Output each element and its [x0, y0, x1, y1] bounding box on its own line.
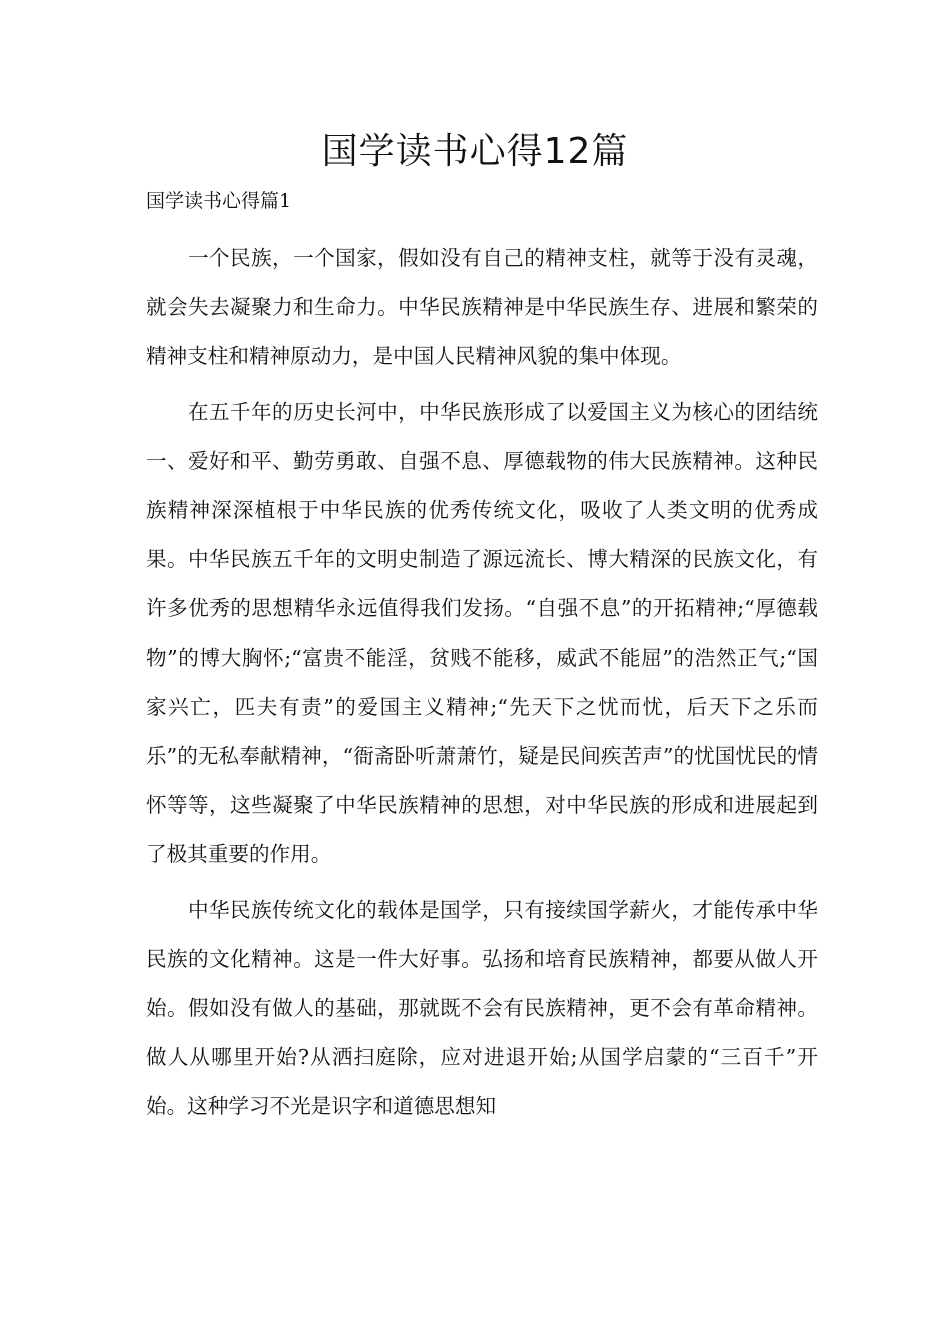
paragraph: 一个民族，一个国家，假如没有自己的精神支柱，就等于没有灵魂，就会失去凝聚力和生命力。中华民族精神是中华民族生存、进展和繁荣的精神支柱和精神原动力，是中国人民精神风貌的集中体现。 [146, 246, 818, 369]
section-heading: 国学读书心得篇1 [146, 190, 292, 212]
document-title: 国学读书心得12篇 [321, 131, 629, 172]
paragraph: 中华民族传统文化的载体是国学，只有接续国学薪火，才能传承中华民族的文化精神。这是一件大好事。弘扬和培育民族精神，都要从做人开始。假如没有做人的基础，那就既不会有民族精神，更不会有革命精神。做人从哪里开始?从洒扫庭除，应对进退开始;从国学启蒙的“三百千”开始。这种学习不光是识字和道德思想知 [146, 897, 818, 1119]
document-body [146, 234, 818, 1138]
paragraph: 在五千年的历史长河中，中华民族形成了以爱国主义为核心的团结统一、爱好和平、勤劳勇敢、自强不息、厚德载物的伟大民族精神。这种民族精神深深植根于中华民族的优秀传统文化，吸收了人类文明的优秀成果。中华民族五千年的文明史制造了源远流长、博大精深的民族文化，有许多优秀的思想精华永远值得我们发扬。“自强不息”的开拓精神;“厚德载物”的博大胸怀;“富贵不能淫，贫贱不能移，威武不能屈”的浩然正气;“国家兴亡，匹夫有责”的爱国主义精神;“先天下之忧而忧，后天下之乐而乐”的无私奉献精神，“衙斋卧听萧萧竹，疑是民间疾苦声”的忧国忧民的情怀等等，这些凝聚了中华民族精神的思想，对中华民族的形成和进展起到了极其重要的作用。 [146, 399, 818, 867]
